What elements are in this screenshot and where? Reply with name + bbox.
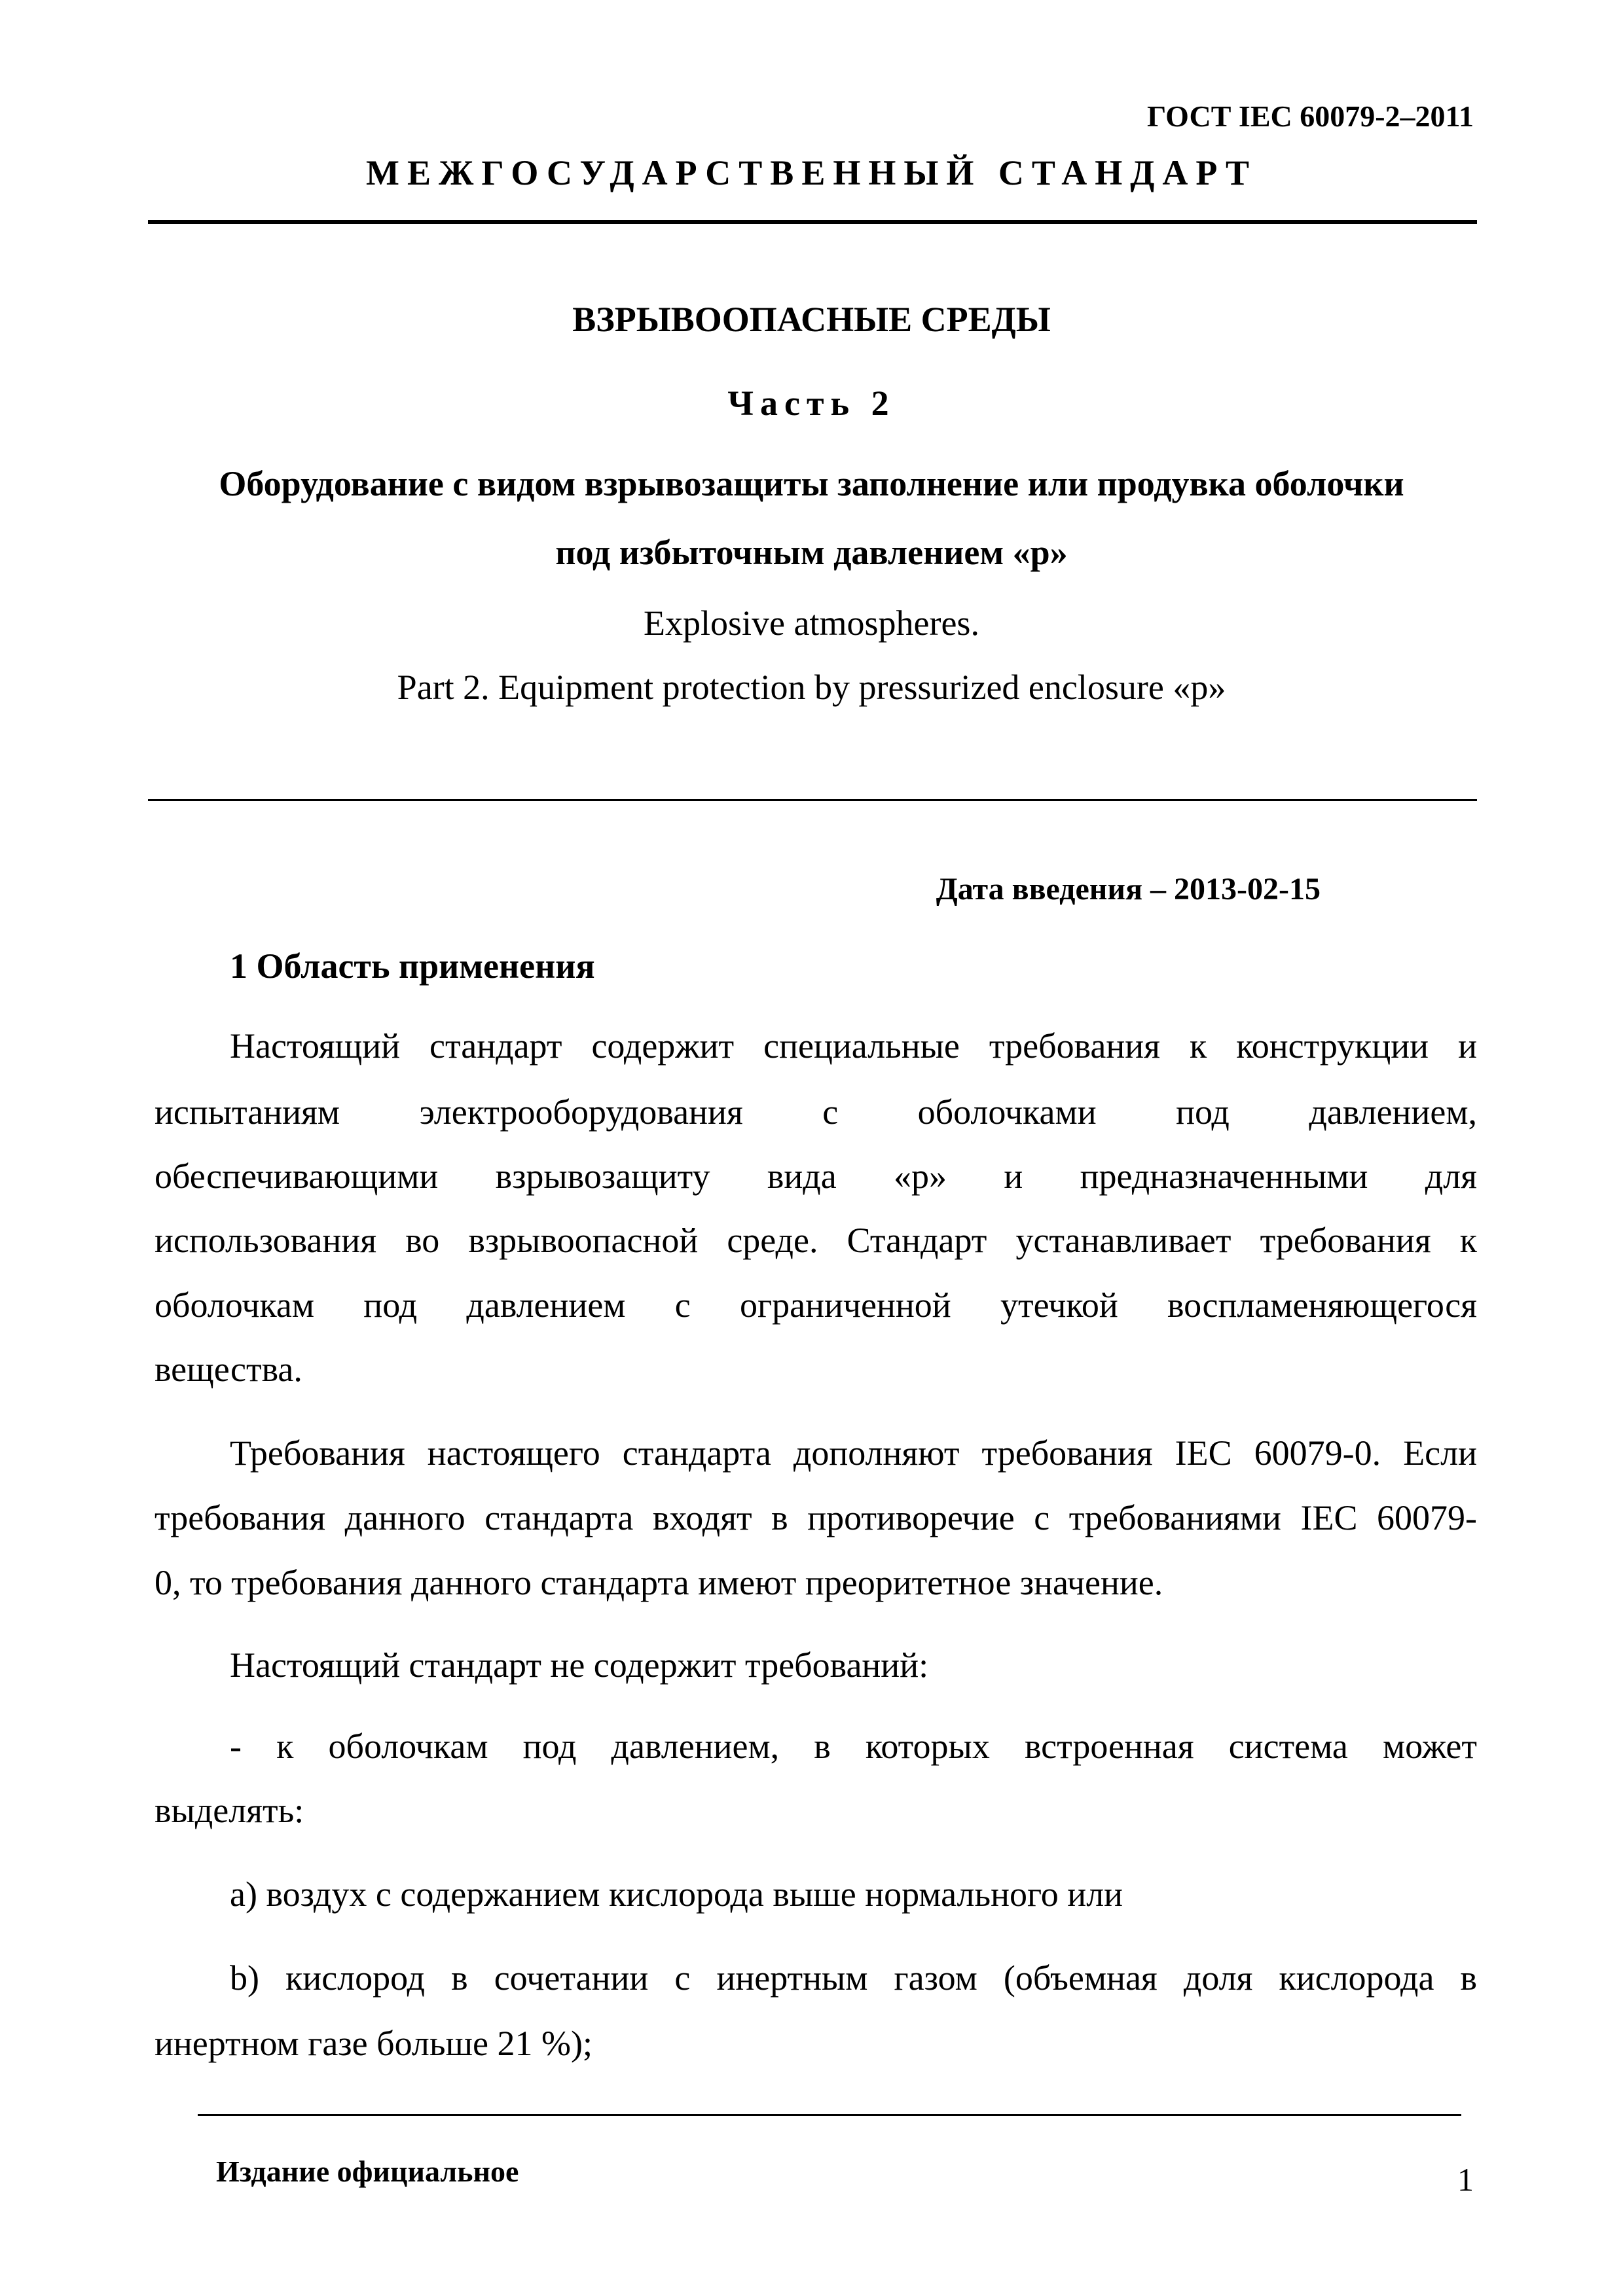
list-item-b-line-1: b) кислород в сочетании с инертным газом (объемная доля кислорода в — [230, 1958, 1477, 1998]
paragraph-2-line-2: требования данного стандарта входят в противоречие с требованиями IEC 60079- — [155, 1498, 1477, 1537]
document-subtitle-line1: Оборудование с видом взрывозащиты заполнение или продувка оболочки — [219, 464, 1404, 503]
document-subtitle-line2: под избыточным давлением «p» — [555, 533, 1068, 572]
introduction-date: Дата введения – 2013-02-15 — [936, 872, 1321, 906]
english-title-line2: Part 2. Equipment protection by pressurized enclosure «p» — [397, 668, 1226, 707]
section-heading: 1 Область применения — [230, 946, 595, 986]
paragraph-1-line-2: испытаниям электрооборудования с оболочками под давлением, — [155, 1092, 1477, 1132]
paragraph-4-line-2: выделять: — [155, 1791, 304, 1830]
list-item-b-line-2: инертном газе больше 21 %); — [155, 2024, 593, 2063]
document-part: Часть 2 — [727, 384, 896, 423]
document-topic: ВЗРЫВООПАСНЫЕ СРЕДЫ — [572, 300, 1051, 339]
paragraph-1-line-1: Настоящий стандарт содержит специальные требования к конструкции и — [230, 1026, 1477, 1066]
footer-rule — [198, 2114, 1461, 2116]
paragraph-1-line-4: использования во взрывоопасной среде. Стандарт устанавливает требования к — [155, 1221, 1477, 1260]
standard-kind: МЕЖГОСУДАРСТВЕННЫЙ СТАНДАРТ — [365, 153, 1258, 192]
list-item-a: a) воздух с содержанием кислорода выше нормального или — [230, 1874, 1123, 1914]
paragraph-3: Настоящий стандарт не содержит требований: — [230, 1645, 929, 1685]
page-number: 1 — [1457, 2161, 1474, 2198]
standard-code: ГОСТ IEC 60079-2–2011 — [1147, 99, 1474, 133]
paragraph-2-line-3: 0, то требования данного стандарта имеют преоритетное значение. — [155, 1563, 1163, 1602]
paragraph-1-line-5: оболочкам под давлением с ограниченной утечкой воспламеняющегося — [155, 1285, 1477, 1325]
paragraph-1-line-3: обеспечивающими взрывозащиту вида «p» и предназначенными для — [155, 1157, 1477, 1196]
paragraph-2-line-1: Требования настоящего стандарта дополняют требования IEC 60079-0. Если — [230, 1433, 1477, 1473]
paragraph-4-line-1: - к оболочкам под давлением, в которых встроенная система может — [230, 1727, 1477, 1766]
edition-note: Издание официальное — [216, 2155, 519, 2188]
english-title-line1: Explosive atmospheres. — [644, 603, 979, 643]
header-rule — [148, 220, 1477, 224]
title-rule — [148, 799, 1477, 801]
paragraph-1-line-6: вещества. — [155, 1350, 302, 1389]
